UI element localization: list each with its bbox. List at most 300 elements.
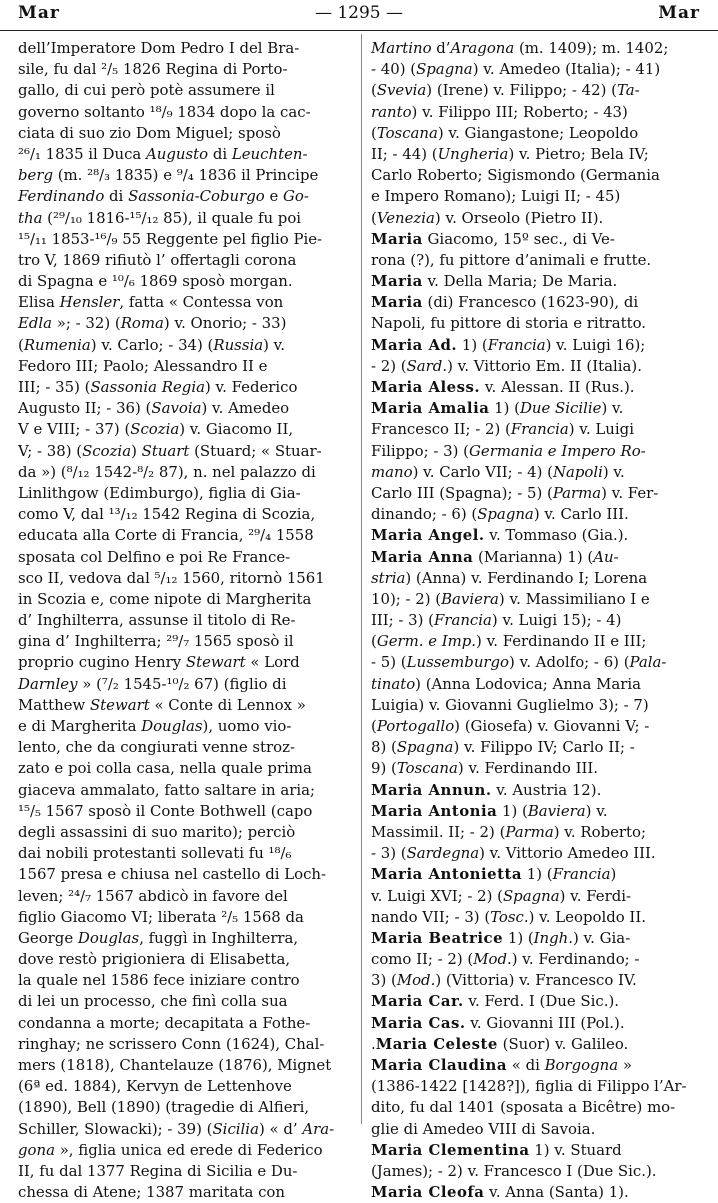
text-segment: 8) ( bbox=[371, 738, 397, 757]
text-segment: lento, che da congiurati venne stroz- bbox=[18, 738, 295, 757]
text-segment: Carlo Roberto; Sigismondo (Germania bbox=[371, 166, 660, 185]
text-segment: e di Margherita bbox=[18, 717, 142, 735]
italic-text: Mod. bbox=[396, 971, 436, 990]
text-segment: ringhay; ne scrissero Conn (1624), Chal- bbox=[18, 1034, 325, 1053]
text-segment: ) (Vittoria) v. Francesco IV. bbox=[435, 971, 637, 990]
text-line bbox=[18, 1182, 352, 1203]
entry-headword: Maria Annun. bbox=[371, 780, 492, 799]
text-segment: » (⁷/₂ 1545-¹⁰/₂ 67) (figlio di bbox=[77, 674, 287, 693]
text-segment: ) v. Ferdinando II e III; bbox=[476, 632, 647, 651]
text-line bbox=[18, 758, 352, 779]
text-segment: educata alla Corte di Francia, ²⁹/₄ 1558 bbox=[18, 526, 314, 545]
text-line bbox=[18, 1034, 352, 1055]
text-line bbox=[371, 780, 709, 801]
entry-headword: Maria Antonietta bbox=[371, 865, 523, 884]
text-segment: - 40) ( bbox=[371, 60, 417, 79]
text-line bbox=[371, 737, 709, 758]
italic-text: Sassonia-Coburgo bbox=[128, 187, 265, 206]
text-line bbox=[371, 610, 709, 631]
entry-headword: Maria Aless. bbox=[371, 378, 481, 396]
text-line bbox=[18, 801, 352, 822]
text-segment: ) v. bbox=[263, 335, 286, 354]
italic-text: Spagna bbox=[502, 886, 560, 905]
text-line bbox=[371, 250, 709, 271]
text-segment: di bbox=[104, 187, 129, 206]
text-line bbox=[18, 419, 352, 440]
text-segment: Schiller, Slowacki); - 39) ( bbox=[18, 1119, 213, 1138]
text-segment: ) v. Ferdi- bbox=[559, 886, 632, 905]
text-segment: (m. 1409); m. 1402; bbox=[514, 39, 669, 57]
italic-text: mano bbox=[371, 462, 413, 481]
italic-text: Martino bbox=[371, 39, 432, 57]
text-segment: dinando; - 6) ( bbox=[371, 505, 478, 524]
text-line bbox=[371, 1076, 709, 1097]
text-segment: Fedoro III; Paolo; Alessandro II e bbox=[18, 356, 268, 375]
text-segment: la quale nel 1586 fece iniziare contro bbox=[18, 971, 300, 990]
italic-text: Stewart bbox=[89, 695, 150, 714]
text-line bbox=[371, 504, 709, 525]
text-line bbox=[371, 568, 709, 589]
text-line bbox=[18, 822, 352, 843]
text-line bbox=[18, 1076, 352, 1097]
text-line bbox=[371, 335, 709, 356]
text-segment: 1) ( bbox=[503, 928, 534, 947]
text-segment: dove restò prigioniera di Elisabetta, bbox=[18, 950, 291, 969]
text-segment: ¹⁵/₅ 1567 sposò il Conte Bothwell (capo bbox=[18, 801, 313, 820]
italic-text: Tosc. bbox=[490, 907, 529, 926]
text-line bbox=[18, 568, 352, 589]
text-segment: tro V, 1869 rifiutò l’ offertagli corona bbox=[18, 250, 297, 269]
italic-text: Russia bbox=[213, 335, 264, 354]
text-segment: - 2) ( bbox=[371, 356, 407, 375]
italic-text: Spagna bbox=[396, 738, 454, 757]
text-line bbox=[18, 504, 352, 525]
text-line bbox=[371, 1140, 709, 1161]
italic-text: Francia bbox=[487, 335, 546, 354]
text-segment: ) v. Federico bbox=[204, 378, 298, 396]
page-number: — 1295 — bbox=[314, 3, 404, 23]
text-line bbox=[371, 991, 709, 1012]
text-segment: proprio cugino Henry bbox=[18, 653, 186, 672]
italic-text: Venezia bbox=[376, 208, 435, 227]
text-segment: ( bbox=[371, 81, 377, 100]
entry-headword: Maria Cleofa bbox=[371, 1183, 485, 1202]
text-segment: (m. ²⁸/₃ 1835) e ⁹/₄ 1836 il Principe bbox=[53, 166, 319, 185]
entry-headword: Maria bbox=[371, 229, 423, 248]
text-segment: , fatta « Contessa von bbox=[119, 293, 284, 312]
text-line bbox=[371, 292, 709, 313]
text-segment: « Conte di Lennox » bbox=[149, 695, 306, 714]
text-segment: ) v. Carlo III. bbox=[533, 505, 629, 524]
text-line bbox=[371, 1119, 709, 1140]
text-line bbox=[18, 377, 352, 398]
text-line bbox=[371, 144, 709, 165]
text-segment: « Lord bbox=[245, 653, 300, 672]
text-line bbox=[371, 186, 709, 207]
entry-headword: Maria Beatrice bbox=[371, 928, 504, 947]
text-line bbox=[18, 525, 352, 546]
italic-text: Due Sicilie bbox=[519, 399, 602, 418]
italic-text: Toscana bbox=[396, 759, 458, 778]
text-segment: ) v. Leopoldo II. bbox=[528, 907, 646, 926]
italic-text: tinato bbox=[371, 674, 416, 693]
text-line bbox=[18, 547, 352, 568]
italic-text: tha bbox=[18, 208, 43, 227]
italic-text: Svevia bbox=[376, 81, 427, 100]
text-segment: ) v. Giacomo II, bbox=[179, 420, 294, 439]
text-segment: Filippo; - 3) ( bbox=[371, 441, 469, 460]
text-line bbox=[371, 229, 709, 250]
text-line bbox=[371, 102, 709, 123]
entry-headword: Maria bbox=[371, 293, 423, 312]
text-segment: (Stuard; « Stuar- bbox=[189, 441, 322, 460]
text-segment: III; - 3) ( bbox=[371, 611, 434, 630]
text-line bbox=[18, 780, 352, 801]
text-segment: George bbox=[18, 928, 78, 947]
text-segment: - 5) ( bbox=[371, 653, 407, 672]
italic-text: Ferdinando bbox=[18, 187, 105, 206]
text-segment: 1) ( bbox=[489, 399, 520, 418]
text-line bbox=[371, 59, 709, 80]
text-segment: (6ª ed. 1884), Kervyn de Lettenhove bbox=[18, 1077, 292, 1096]
text-segment: Linlithgow (Edimburgo), figlia di Gia- bbox=[18, 483, 301, 502]
text-line bbox=[18, 441, 352, 462]
text-line bbox=[18, 59, 352, 80]
text-segment: ) v. Ferdinando; - bbox=[511, 950, 640, 969]
text-line bbox=[371, 1055, 709, 1076]
italic-text: Ingh. bbox=[533, 928, 573, 947]
italic-text: Toscana bbox=[376, 123, 438, 142]
text-line bbox=[371, 970, 709, 991]
text-segment: v. Della Maria; De Maria. bbox=[422, 272, 618, 291]
italic-text: Sassonia Regia bbox=[90, 378, 205, 396]
text-segment: 1) ( bbox=[522, 865, 553, 884]
text-segment: (²⁹/₁₀ 1816-¹⁵/₁₂ 85), il quale fu poi bbox=[42, 208, 302, 227]
right-column bbox=[371, 38, 709, 1203]
text-segment: sco II, vedova dal ⁵/₁₂ 1560, ritornò 1561 bbox=[18, 568, 325, 587]
text-segment: ) v. Amedeo (Italia); - 41) bbox=[472, 60, 661, 79]
text-segment: ) v. Roberto; bbox=[553, 822, 646, 841]
text-line bbox=[18, 1119, 352, 1140]
text-segment: ciata di suo zio Dom Miguel; sposò bbox=[18, 123, 281, 142]
text-segment: ( bbox=[371, 208, 377, 227]
text-segment: dai nobili protestanti sollevati fu ¹⁸/₆ bbox=[18, 844, 292, 863]
text-segment: ( bbox=[371, 632, 377, 651]
text-line bbox=[18, 843, 352, 864]
text-segment: », figlia unica ed erede di Federico bbox=[54, 1140, 323, 1159]
text-segment: gina d’ Inghilterra; ²⁹/₇ 1565 sposò il bbox=[18, 632, 294, 651]
text-segment: mers (1818), Chantelauze (1876), Mignet bbox=[18, 1056, 332, 1074]
text-segment: ) v. Vittorio Amedeo III. bbox=[479, 844, 656, 863]
text-line bbox=[18, 970, 352, 991]
italic-text: Francia bbox=[434, 611, 492, 630]
text-segment: Matthew bbox=[18, 695, 90, 714]
text-line bbox=[371, 1097, 709, 1118]
text-line bbox=[18, 991, 352, 1012]
text-line bbox=[18, 123, 352, 144]
text-line bbox=[371, 398, 709, 419]
text-line bbox=[18, 1161, 352, 1182]
text-line bbox=[371, 80, 709, 101]
text-segment: ) v. Carlo VII; - 4) ( bbox=[412, 462, 553, 481]
italic-text: Aragona bbox=[450, 39, 515, 57]
text-segment: 9) ( bbox=[371, 759, 397, 778]
text-line bbox=[371, 419, 709, 440]
text-line bbox=[18, 1013, 352, 1034]
text-line bbox=[18, 356, 352, 377]
text-segment: V; - 38) ( bbox=[18, 441, 83, 460]
italic-text: Augusto bbox=[146, 144, 209, 163]
text-segment: 1) ( bbox=[497, 801, 528, 820]
text-line bbox=[18, 208, 352, 229]
text-segment: zato e poi colla casa, nella quale prima bbox=[18, 759, 312, 778]
column-divider bbox=[361, 34, 362, 1124]
italic-text: Borgogna bbox=[544, 1056, 619, 1074]
text-line bbox=[18, 165, 352, 186]
text-segment: 10); - 2) ( bbox=[371, 589, 442, 608]
italic-text: Scozia bbox=[130, 420, 180, 439]
text-segment: « di bbox=[507, 1056, 545, 1074]
text-line bbox=[371, 843, 709, 864]
text-segment: »; - 32) ( bbox=[52, 314, 121, 333]
text-line bbox=[371, 758, 709, 779]
text-segment: Elisa bbox=[18, 293, 60, 312]
text-segment: 3) ( bbox=[371, 971, 397, 990]
text-line bbox=[371, 356, 709, 377]
text-line bbox=[18, 38, 352, 59]
text-line bbox=[18, 716, 352, 737]
text-line bbox=[371, 822, 709, 843]
italic-text: gona bbox=[18, 1140, 55, 1159]
text-segment: da ») (⁸/₁₂ 1542-⁸/₂ 87), n. nel palazzo di bbox=[18, 462, 316, 481]
text-segment: ) (Anna) v. Ferdinando I; Lorena bbox=[405, 568, 648, 587]
italic-text: Sicilia bbox=[212, 1119, 259, 1138]
text-segment: ) (Giosefa) v. Giovanni V; - bbox=[454, 717, 650, 735]
entry-headword: Maria Amalia bbox=[371, 399, 490, 418]
italic-text: Lussemburgo bbox=[406, 653, 510, 672]
text-segment: ) v. Onorio; - 33) bbox=[163, 314, 287, 333]
italic-text: Ara- bbox=[302, 1119, 335, 1138]
text-segment: v. Austria 12). bbox=[491, 780, 602, 799]
italic-text: Germ. e Imp. bbox=[376, 632, 477, 651]
text-segment: sile, fu dal ²/₅ 1826 Regina di Porto- bbox=[18, 60, 288, 79]
italic-text: Savoia bbox=[151, 399, 202, 418]
text-segment: como II; - 2) ( bbox=[371, 950, 474, 969]
italic-text: berg bbox=[18, 166, 53, 185]
text-segment: (di) Francesco (1623-90), di bbox=[422, 293, 639, 312]
text-line bbox=[371, 631, 709, 652]
text-segment: ²⁶/₁ 1835 il Duca bbox=[18, 144, 147, 163]
entry-headword: Maria Cas. bbox=[371, 1013, 466, 1032]
entry-headword: Maria Claudina bbox=[371, 1056, 507, 1074]
text-segment: ) v. Filippo IV; Carlo II; - bbox=[453, 738, 635, 757]
italic-text: Edla bbox=[18, 314, 53, 333]
text-line bbox=[371, 949, 709, 970]
text-segment: » bbox=[618, 1056, 632, 1074]
text-line bbox=[18, 80, 352, 101]
text-segment: ) v. Carlo; - 34) ( bbox=[90, 335, 214, 354]
text-line bbox=[18, 398, 352, 419]
text-line bbox=[18, 1140, 352, 1161]
italic-text: Go- bbox=[283, 187, 309, 206]
text-segment: di bbox=[208, 144, 232, 163]
text-segment: condanna a morte; decapitata a Fothe- bbox=[18, 1013, 311, 1032]
text-segment: in Scozia e, come nipote di Margherita bbox=[18, 589, 312, 608]
text-line bbox=[371, 886, 709, 907]
italic-text: Pala- bbox=[629, 653, 667, 672]
text-line bbox=[371, 907, 709, 928]
text-line bbox=[371, 864, 709, 885]
text-line bbox=[18, 483, 352, 504]
text-line bbox=[18, 292, 352, 313]
text-line bbox=[18, 229, 352, 250]
text-segment: (Marianna) 1) ( bbox=[473, 547, 594, 566]
text-line bbox=[18, 864, 352, 885]
text-segment: sposata col Delfino e poi Re France- bbox=[18, 547, 291, 566]
text-segment: ) v. bbox=[602, 462, 625, 481]
italic-text: Sard. bbox=[406, 356, 448, 375]
text-segment: (1890), Bell (1890) (tragedie di Alfieri, bbox=[18, 1098, 310, 1117]
text-segment: ( bbox=[371, 123, 377, 142]
text-segment: dell’Imperatore Dom Pedro I del Bra- bbox=[18, 39, 300, 57]
text-segment: ( bbox=[18, 335, 24, 354]
italic-text: stria bbox=[371, 568, 406, 587]
text-segment: V e VIII; - 37) ( bbox=[18, 420, 131, 439]
italic-text: Roma bbox=[120, 314, 164, 333]
text-segment: Carlo III (Spagna); - 5) ( bbox=[371, 483, 553, 502]
text-segment: II, fu dal 1377 Regina di Sicilia e Du- bbox=[18, 1161, 298, 1180]
text-line bbox=[371, 1161, 709, 1182]
italic-text: Leuchten- bbox=[231, 144, 308, 163]
text-line bbox=[18, 949, 352, 970]
text-segment: degli assassini di suo marito); perciò bbox=[18, 822, 296, 841]
text-segment: Napoli, fu pittore di storia e ritratto. bbox=[371, 314, 647, 333]
text-line bbox=[371, 801, 709, 822]
text-line bbox=[18, 695, 352, 716]
italic-text: Baviera bbox=[441, 589, 499, 608]
text-line bbox=[371, 652, 709, 673]
text-line bbox=[18, 737, 352, 758]
text-line bbox=[18, 313, 352, 334]
entry-headword: Maria Anna bbox=[371, 547, 474, 566]
italic-text: Francia bbox=[510, 420, 569, 439]
italic-text: Parma bbox=[552, 483, 602, 502]
text-segment: ) v. Luigi 16); bbox=[545, 335, 646, 354]
text-line bbox=[371, 928, 709, 949]
text-segment: v. Tommaso (Gia.). bbox=[484, 526, 629, 545]
text-line bbox=[371, 525, 709, 546]
text-segment: Luigia) v. Giovanni Guglielmo 3); - 7) bbox=[371, 695, 649, 714]
text-line bbox=[18, 674, 352, 695]
text-segment: ) v. Fer- bbox=[601, 483, 659, 502]
text-line bbox=[18, 928, 352, 949]
text-segment: (1386-1422 [1428?]), figlia di Filippo l’Ar- bbox=[371, 1077, 687, 1096]
italic-text: Rumenia bbox=[23, 335, 91, 354]
text-segment: e bbox=[264, 187, 284, 206]
text-segment: gallo, di cui però potè assumere il bbox=[18, 81, 275, 100]
text-segment: ) v. Adolfo; - 6) ( bbox=[509, 653, 630, 672]
text-segment: glie di Amedeo VIII di Savoia. bbox=[371, 1119, 596, 1138]
italic-text: Hensler bbox=[59, 293, 120, 312]
text-line bbox=[371, 271, 709, 292]
text-segment: v. Luigi XVI; - 2) ( bbox=[371, 886, 503, 905]
text-segment: ¹⁵/₁₁ 1853-¹⁶/₉ 55 Reggente pel figlio Pie- bbox=[18, 229, 323, 248]
text-line bbox=[371, 123, 709, 144]
text-segment: ) v. Massimiliano I e bbox=[498, 589, 650, 608]
text-segment: 1) ( bbox=[457, 335, 488, 354]
text-segment: ) (Irene) v. Filippo; - 42) ( bbox=[426, 81, 617, 100]
text-segment: , fuggì in Inghilterra, bbox=[139, 928, 299, 947]
entry-headword: Maria Angel. bbox=[371, 526, 485, 545]
text-segment: ) v. bbox=[585, 801, 608, 820]
italic-text: Darnley bbox=[18, 674, 78, 693]
italic-text: Spagna bbox=[416, 60, 473, 79]
italic-text: Germania e Impero Ro- bbox=[469, 441, 646, 460]
text-segment: v. Giovanni III (Pol.). bbox=[465, 1013, 625, 1032]
entry-headword: Maria Car. bbox=[371, 992, 464, 1011]
text-line bbox=[18, 610, 352, 631]
page-header bbox=[0, 0, 718, 31]
text-segment: - 3) ( bbox=[371, 844, 407, 863]
italic-text: Parma bbox=[505, 822, 554, 841]
text-line bbox=[371, 38, 709, 59]
text-segment: v. Ferd. I (Due Sic.). bbox=[463, 992, 620, 1011]
text-segment: ) v. Gia- bbox=[573, 928, 631, 947]
text-segment: ) v. Ferdinando III. bbox=[457, 759, 598, 778]
text-segment: 1567 presa e chiusa nel castello di Loch- bbox=[18, 865, 327, 884]
text-segment: dito, fu dal 1401 (sposata a Bicêtre) mo- bbox=[371, 1098, 676, 1117]
text-segment: . bbox=[371, 1034, 376, 1053]
text-line bbox=[371, 695, 709, 716]
text-line bbox=[18, 250, 352, 271]
text-line bbox=[371, 208, 709, 229]
text-segment: ( bbox=[371, 717, 377, 735]
text-segment: ) v. Orseolo (Pietro II). bbox=[434, 208, 604, 227]
italic-text: Baviera bbox=[527, 801, 586, 820]
text-line bbox=[18, 102, 352, 123]
text-line bbox=[371, 1182, 709, 1203]
text-segment: ) v. Vittorio Em. II (Italia). bbox=[447, 356, 642, 375]
italic-text: Douglas bbox=[141, 717, 203, 735]
text-segment: ) « d’ bbox=[258, 1119, 303, 1138]
text-segment: giaceva ammalato, fatto saltare in aria; bbox=[18, 780, 315, 799]
text-segment: e Impero Romano); Luigi II; - 45) bbox=[371, 187, 621, 206]
entry-headword: Maria bbox=[371, 272, 423, 291]
text-segment: di Spagna e ¹⁰/₆ 1869 sposò morgan. bbox=[18, 272, 293, 291]
text-line bbox=[18, 186, 352, 207]
text-line bbox=[18, 631, 352, 652]
text-line bbox=[371, 377, 709, 398]
text-line bbox=[18, 907, 352, 928]
text-segment: nando VII; - 3) ( bbox=[371, 907, 491, 926]
text-segment: ) v. bbox=[601, 399, 624, 418]
text-segment: III; - 35) ( bbox=[18, 378, 91, 396]
text-segment: v. Alessan. II (Rus.). bbox=[480, 378, 635, 396]
text-line bbox=[371, 1034, 709, 1055]
text-line bbox=[371, 1013, 709, 1034]
text-segment: ) v. Pietro; Bela IV; bbox=[508, 144, 649, 163]
text-line bbox=[18, 144, 352, 165]
italic-text: Ta- bbox=[616, 81, 640, 100]
italic-text: Stewart bbox=[185, 653, 246, 672]
text-segment: ) v. Filippo III; Roberto; - 43) bbox=[411, 102, 628, 121]
italic-text: Ungheria bbox=[437, 144, 509, 163]
text-segment: ), uomo vio- bbox=[202, 717, 292, 735]
entry-headword: Maria Ad. bbox=[371, 335, 458, 354]
text-line bbox=[18, 589, 352, 610]
text-line bbox=[371, 483, 709, 504]
text-line bbox=[371, 462, 709, 483]
